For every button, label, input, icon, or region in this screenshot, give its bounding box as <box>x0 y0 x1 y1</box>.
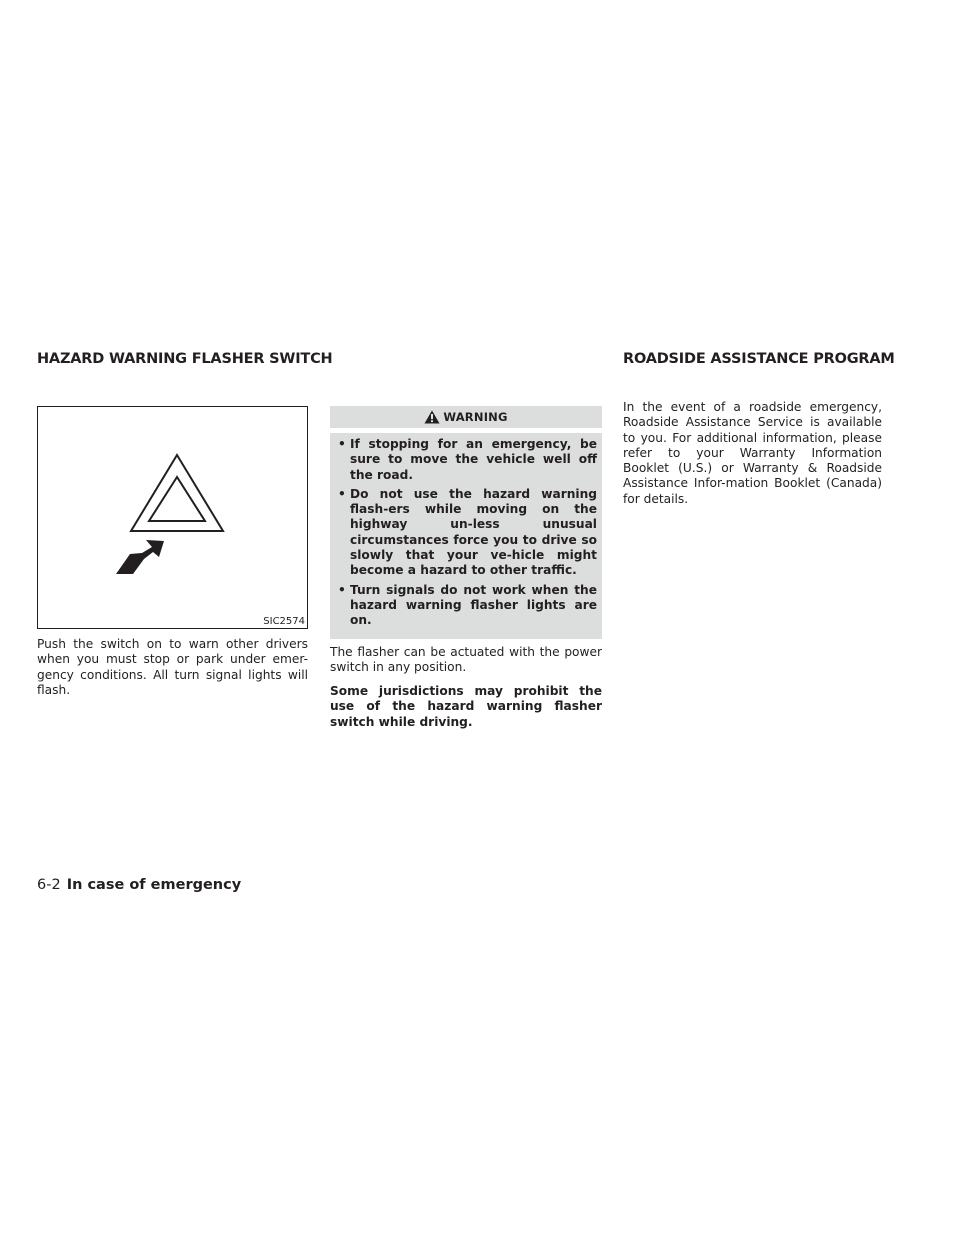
section-heading-hazard: HAZARD WARNING FLASHER SWITCH <box>37 351 333 367</box>
hazard-intro-text: Push the switch on to warn other drivers when you must stop or park under emer-gency conditions. All turn signal lights will flash. <box>37 637 308 697</box>
warning-list <box>330 437 602 629</box>
section-heading-roadside: ROADSIDE ASSISTANCE PROGRAM <box>623 351 895 367</box>
roadside-text: In the event of a roadside emergency, Roadside Assistance Service is available to you. For additional information, please refer to your Warranty Information Booklet (U.S.) or Warranty & Roadside Assistance Infor-mation Booklet (Canada) for details. <box>623 400 882 506</box>
warning-label: WARNING <box>443 410 508 424</box>
warning-item-text: Turn signals do not work when the hazard warning flasher lights are on. <box>350 582 597 628</box>
column-roadside <box>623 400 882 507</box>
figure-code: SIC2574 <box>263 616 305 627</box>
push-arrow-icon <box>116 540 164 574</box>
page-footer <box>37 877 241 893</box>
warning-item-text: Do not use the hazard warning flash-ers while moving on the highway un-less unusual circumstances force you to drive so slowly that your ve-hicle might become a hazard to other traffic. <box>350 486 597 578</box>
bullet-icon: • <box>338 437 346 451</box>
warning-icon <box>424 410 440 424</box>
warning-header <box>330 406 602 428</box>
jurisdiction-note: Some jurisdictions may prohibit the use of the hazard warning flasher switch while driving. <box>330 684 602 729</box>
chapter-title: In case of emergency <box>66 877 242 893</box>
warning-item <box>338 437 597 483</box>
page-number: 6-2 <box>37 877 61 893</box>
bullet-icon: • <box>338 486 346 501</box>
warning-item-text: If stopping for an emergency, be sure to move the vehicle well off the road. <box>350 437 597 482</box>
column-hazard-intro <box>37 406 308 698</box>
warning-item <box>338 487 597 579</box>
warning-divider <box>330 428 602 433</box>
flasher-note: The flasher can be actuated with the power switch in any position. <box>330 644 602 674</box>
hazard-triangle-icon <box>38 407 307 628</box>
warning-box <box>330 406 602 639</box>
warning-item <box>338 583 597 629</box>
hazard-switch-figure <box>37 406 308 629</box>
column-warning <box>330 406 602 730</box>
bullet-icon: • <box>338 582 346 597</box>
